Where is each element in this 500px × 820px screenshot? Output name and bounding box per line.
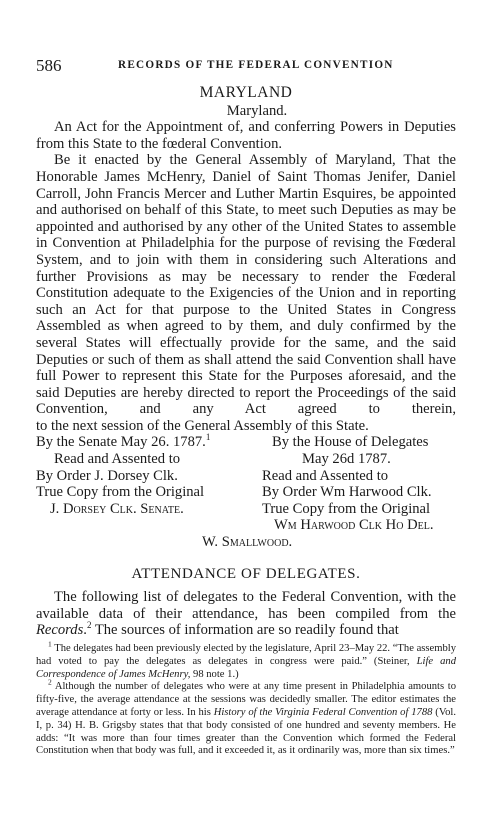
senate-line-2: Read and Assented to: [54, 451, 181, 468]
attendance-paragraph: The following list of delegates to the Federal Convention, with the available data of their attendance, has been compiled from the Records.$^2$ The sources of information are so readily found that: [36, 589, 456, 639]
signature-block: [36, 434, 456, 534]
footnotes: [36, 639, 456, 758]
senate-line-4: True Copy from the Original: [36, 484, 205, 501]
section-title: MARYLAND: [199, 84, 293, 101]
house-line-4: By Order Wm Harwood Clk.: [262, 484, 432, 501]
page-header: [36, 56, 456, 78]
house-line-6: Wm Harwood Clk Ho Del.: [274, 517, 434, 534]
senate-line-5: J. Dorsey Clk. Senate.: [50, 500, 184, 517]
house-line-1: By the House of Delegates: [272, 434, 429, 451]
attendance-title: ATTENDANCE OF DELEGATES.: [131, 565, 361, 582]
footnote-1: $^1$ The delegates had been previously elected by the legislature, April 23–May 22. “The assembly had voted to pay the delegates as delegates in congress were paid.” (Steiner, Life and Correspondence of James McHenry, 98 note 1.): [36, 639, 456, 680]
house-line-5: True Copy from the Original: [262, 500, 431, 517]
senate-line-3: By Order J. Dorsey Clk.: [36, 467, 178, 484]
house-line-2: May 26d 1787.: [302, 451, 391, 468]
page-number: 586: [36, 56, 62, 75]
act-preamble: An Act for the Appointment of, and conferring Powers in Deputies from this State to the fœderal Convention.: [36, 119, 456, 152]
section-subtitle: Maryland.: [226, 102, 288, 119]
footnote-2: $^2$ Although the number of delegates who were at any time present in Philadelphia amounts to fifty-five, the average attendance at the sessions was decidedly smaller. The editor estimates the average attendance at forty or less. In his History of the Virginia Federal Convention of 1788 (Vol. I, p. 34) H. B. Grigsby states that that body consisted of one hundred and seventy members. He adds: “It was more than four times greater than the Convention which formed the Federal Constitution when that body was full, and it exceeded it, as it ordinarily was, more than six times.”: [36, 677, 456, 757]
house-line-3: Read and Assented to: [262, 467, 389, 484]
act-enactment: Be it enacted by the General Assembly of Maryland, That the Honorable James McHenry, Daniel of Saint Thomas Jenifer, Daniel Carroll, John Francis Mercer and Luther Martin Esquires, be appointed and authorised on behalf of this State, to meet such Deputies as may be appointed and authorised by any other of the United States to assemble in Convention at Philadelphia for the purpose of revising the Fœderal System, and to join with them in considering such Alterations and further Provisions as may be necessary to render the Fœderal Constitution adequate to the Exigencies of the Union and in reporting such an Act for that purpose to the United States in Congress Assembled as when agreed to by them, and duly confirmed by the several States will effectually provide for the same, and the said Deputies or such of them as shall attend the said Convention shall have full Power to represent this State for the Purposes aforesaid, and the said Deputies are hereby directed to report the Proceedings of the said Convention, and any Act agreed to therein,: [36, 152, 456, 418]
act-last-line: to the next session of the General Assembly of this State.: [36, 417, 369, 434]
governor-signature: W. Smallwood.: [202, 534, 293, 551]
senate-line-1: By the Senate May 26. 1787.$^1$: [36, 432, 211, 451]
page-body: [36, 85, 456, 639]
running-head: RECORDS OF THE FEDERAL CONVENTION: [118, 59, 394, 71]
